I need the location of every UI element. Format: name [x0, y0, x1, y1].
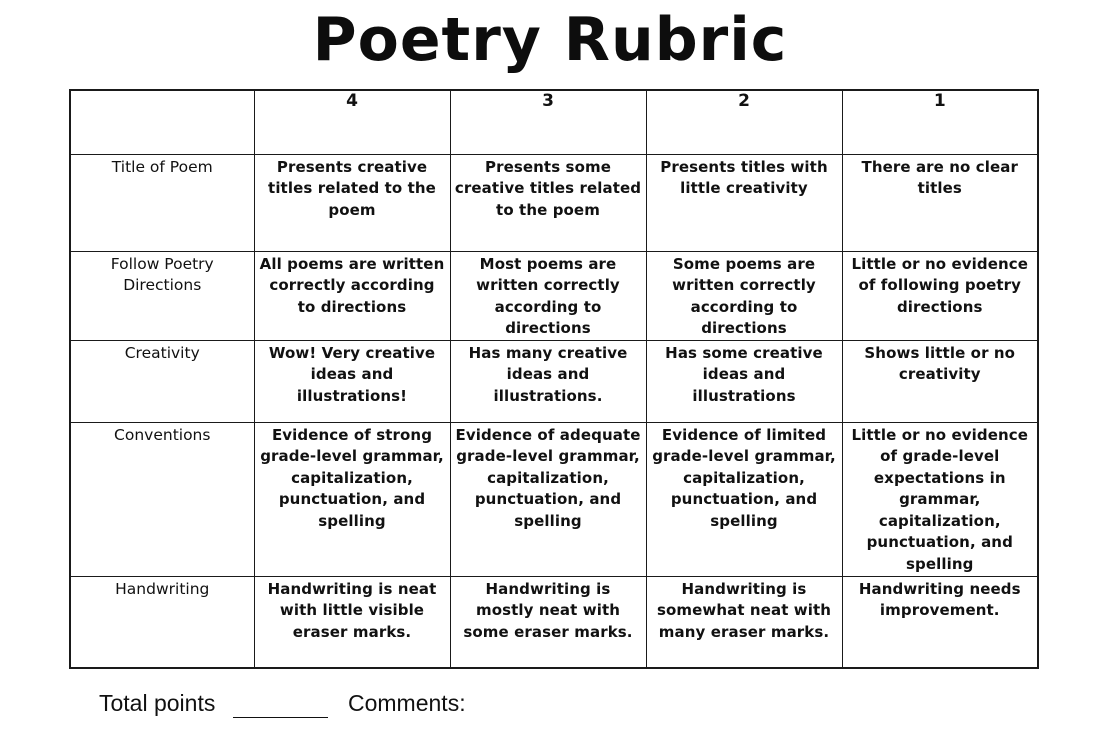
descriptor-cell-1: There are no clear titles	[842, 154, 1038, 251]
descriptor-cell-4: Wow! Very creative ideas and illustrations!	[254, 340, 450, 422]
descriptor-cell-3: Most poems are written correctly according to directions	[450, 251, 646, 340]
descriptor-cell-1: Handwriting needs improvement.	[842, 576, 1038, 668]
descriptor-cell-3: Presents some creative titles related to the poem	[450, 154, 646, 251]
comments-label: Comments:	[348, 690, 466, 716]
header-cell-score-4: 4	[254, 90, 450, 154]
rubric-table	[69, 89, 1039, 669]
descriptor-cell-2: Has some creative ideas and illustrations	[646, 340, 842, 422]
total-points-blank-line	[233, 717, 328, 718]
descriptor-cell-4: Presents creative titles related to the poem	[254, 154, 450, 251]
descriptor-cell-1: Little or no evidence of following poetry directions	[842, 251, 1038, 340]
criterion-cell: Creativity	[70, 340, 254, 422]
descriptor-cell-4: All poems are written correctly according to directions	[254, 251, 450, 340]
table-row-creativity	[70, 340, 1038, 422]
descriptor-cell-2: Evidence of limited grade-level grammar, capitalization, punctuation, and spelling	[646, 422, 842, 576]
criterion-cell: Conventions	[70, 422, 254, 576]
descriptor-cell-3: Handwriting is mostly neat with some eraser marks.	[450, 576, 646, 668]
descriptor-cell-2: Handwriting is somewhat neat with many eraser marks.	[646, 576, 842, 668]
descriptor-cell-4: Handwriting is neat with little visible eraser marks.	[254, 576, 450, 668]
header-cell-score-3: 3	[450, 90, 646, 154]
descriptor-cell-1: Little or no evidence of grade-level expectations in grammar, capitalization, punctuation, and spelling	[842, 422, 1038, 576]
table-row-follow-poetry-directions	[70, 251, 1038, 340]
table-row-title-of-poem	[70, 154, 1038, 251]
criterion-cell: Handwriting	[70, 576, 254, 668]
criterion-cell: Title of Poem	[70, 154, 254, 251]
descriptor-cell-4: Evidence of strong grade-level grammar, capitalization, punctuation, and spelling	[254, 422, 450, 576]
descriptor-cell-2: Some poems are written correctly according to directions	[646, 251, 842, 340]
descriptor-cell-2: Presents titles with little creativity	[646, 154, 842, 251]
total-points-label: Total points	[99, 690, 216, 716]
criterion-cell: Follow Poetry Directions	[70, 251, 254, 340]
descriptor-cell-1: Shows little or no creativity	[842, 340, 1038, 422]
header-cell-score-1: 1	[842, 90, 1038, 154]
header-cell-criteria	[70, 90, 254, 154]
page-title: Poetry Rubric	[312, 5, 788, 75]
header-cell-score-2: 2	[646, 90, 842, 154]
descriptor-cell-3: Has many creative ideas and illustrations.	[450, 340, 646, 422]
descriptor-cell-3: Evidence of adequate grade-level grammar, capitalization, punctuation, and spelling	[450, 422, 646, 576]
table-header-row	[70, 90, 1038, 154]
table-row-conventions	[70, 422, 1038, 576]
table-row-handwriting	[70, 576, 1038, 668]
